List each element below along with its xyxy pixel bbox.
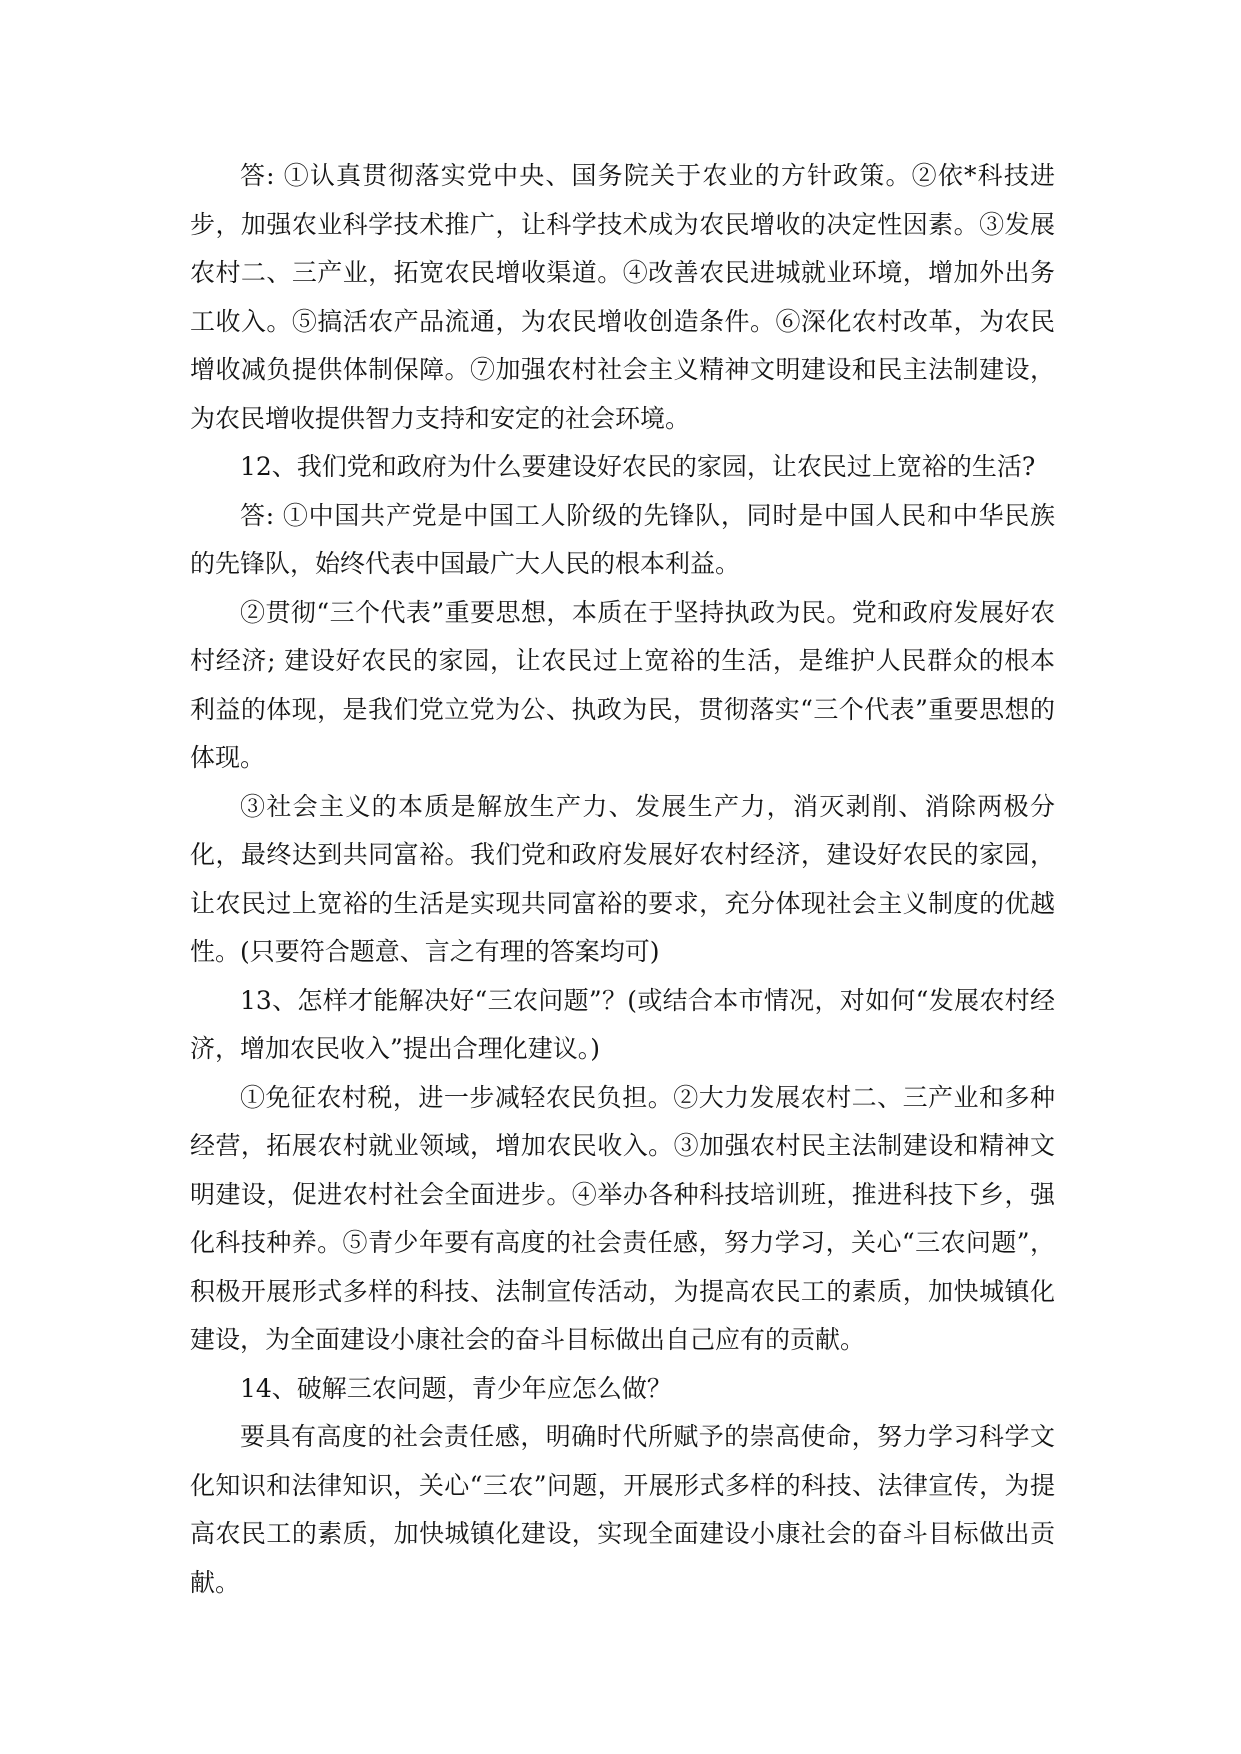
answer-12-point-2: ②贯彻“三个代表”重要思想，本质在于坚持执政为民。党和政府发展好农村经济; 建设好农民的家园，让农民过上宽裕的生活，是维护人民群众的根本利益的体现，是我们党立党为公、执政为民，贯彻落实“三个代表”重要思想的体现。 [190, 597, 1055, 772]
question-13: 13、怎样才能解决好“三农问题”？(或结合本市情况，对如何“发展农村经济，增加农民收入”提出合理化建议。) [190, 985, 1055, 1063]
document-body [190, 152, 1055, 1607]
question-14: 14、破解三农问题，青少年应怎么做？ [240, 1373, 672, 1403]
answer-paragraph-11: 答: ①认真贯彻落实党中央、国务院关于农业的方针政策。②依*科技进步，加强农业科学技术推广，让科学技术成为农民增收的决定性因素。③发展农村二、三产业，拓宽农民增收渠道。④改善农民进城就业环境，增加外出务工收入。⑤搞活农产品流通，为农民增收创造条件。⑥深化农村改革，为农民增收减负提供体制保障。⑦加强农村社会主义精神文明建设和民主法制建设，为农民增收提供智力支持和安定的社会环境。 [190, 161, 1055, 433]
answer-12-point-3: ③社会主义的本质是解放生产力、发展生产力，消灭剥削、消除两极分化，最终达到共同富裕。我们党和政府发展好农村经济，建设好农民的家园，让农民过上宽裕的生活是实现共同富裕的要求，充分体现社会主义制度的优越性。(只要符合题意、言之有理的答案均可) [190, 791, 1055, 966]
answer-14: 要具有高度的社会责任感，明确时代所赋予的崇高使命，努力学习科学文化知识和法律知识，关心“三农”问题，开展形式多样的科技、法律宣传，为提高农民工的素质，加快城镇化建设，实现全面建设小康社会的奋斗目标做出贡献。 [190, 1422, 1055, 1597]
answer-13: ①免征农村税，进一步减轻农民负担。②大力发展农村二、三产业和多种经营，拓展农村就业领域，增加农民收入。③加强农村民主法制建设和精神文明建设，促进农村社会全面进步。④举办各种科技培训班，推进科技下乡，强化科技种养。⑤青少年要有高度的社会责任感，努力学习，关心“三农问题”，积极开展形式多样的科技、法制宣传活动，为提高农民工的素质，加快城镇化建设，为全面建设小康社会的奋斗目标做出自己应有的贡献。 [190, 1082, 1055, 1354]
answer-12-point-1: 答: ①中国共产党是中国工人阶级的先锋队，同时是中国人民和中华民族的先锋队，始终代表中国最广大人民的根本利益。 [190, 500, 1055, 578]
question-12: 12、我们党和政府为什么要建设好农民的家园，让农民过上宽裕的生活? [240, 452, 1036, 481]
